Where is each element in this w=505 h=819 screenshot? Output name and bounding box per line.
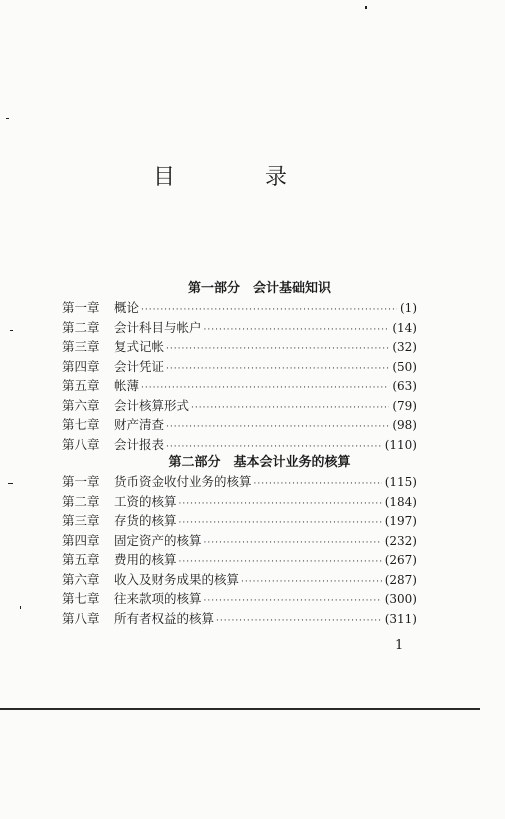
chapter-title: 会计科目与帐户 (114, 319, 202, 335)
chapter-number: 第七章 (62, 417, 100, 432)
dot-leader (216, 612, 382, 632)
dot-leader (241, 573, 382, 593)
toc-entry (62, 357, 417, 377)
page-reference: (311) (384, 611, 417, 626)
toc-entry (62, 570, 417, 590)
scan-speck (8, 483, 13, 484)
chapter-title: 货币资金收付业务的核算 (114, 474, 252, 489)
toc-entry (62, 337, 417, 357)
dot-leader (166, 360, 389, 380)
chapter-number: 第五章 (62, 552, 100, 567)
part-heading: 第一部分 会计基础知识 (187, 281, 331, 296)
dot-leader (166, 340, 389, 360)
dot-leader (166, 418, 389, 438)
chapter-title: 往来款项的核算 (114, 591, 202, 606)
scan-speck (20, 606, 21, 609)
dot-leader (204, 534, 382, 554)
part-heading: 第二部分 基本会计业务的核算 (168, 455, 351, 470)
chapter-title: 所有者权益的核算 (114, 610, 215, 626)
chapter-number: 第三章 (62, 339, 100, 354)
chapter-title: 工资的核算 (114, 493, 177, 509)
chapter-number: 第八章 (62, 436, 100, 452)
chapter-number: 第六章 (62, 397, 100, 413)
page-reference: (115) (384, 475, 417, 489)
chapter-number: 第七章 (62, 591, 100, 606)
chapter-number: 第一章 (62, 474, 100, 489)
toc-part (62, 280, 417, 454)
toc-entry (62, 472, 417, 492)
dot-leader (191, 399, 389, 419)
dot-leader (179, 514, 382, 534)
chapter-title: 概论 (114, 300, 140, 315)
chapter-number: 第二章 (62, 493, 100, 509)
chapter-number: 第五章 (62, 378, 100, 393)
toc-entry (62, 609, 417, 629)
chapter-title: 财产清查 (114, 417, 165, 432)
page-reference: (79) (392, 398, 417, 413)
toc-entry (62, 531, 417, 551)
page-reference: (14) (392, 320, 417, 335)
page-title: 目 录 (152, 165, 321, 190)
chapter-number: 第四章 (62, 358, 100, 374)
page-reference: (184) (384, 494, 417, 509)
page-reference: (63) (392, 379, 417, 393)
scan-speck (365, 6, 367, 9)
chapter-number: 第二章 (62, 319, 100, 335)
scan-speck (6, 118, 9, 119)
dot-leader (254, 475, 382, 495)
chapter-number: 第八章 (62, 610, 100, 626)
toc-entry (62, 376, 417, 396)
chapter-title: 帐薄 (114, 378, 140, 393)
chapter-title: 会计核算形式 (114, 397, 190, 413)
dot-leader (179, 495, 382, 515)
page-reference: (232) (384, 533, 417, 548)
page-reference: (32) (392, 340, 417, 354)
chapter-title: 会计凭证 (114, 358, 165, 374)
chapter-title: 会计报表 (114, 436, 165, 452)
dot-leader (204, 592, 382, 612)
toc-entry (62, 396, 417, 416)
toc-entry (62, 492, 417, 512)
bottom-rule (0, 708, 480, 710)
toc-entry (62, 298, 417, 318)
chapter-title: 存货的核算 (114, 513, 177, 528)
scan-speck (10, 330, 13, 331)
chapter-title: 复式记帐 (114, 339, 165, 354)
page-reference: (1) (400, 301, 417, 315)
page-reference: (50) (392, 359, 417, 374)
page-reference: (98) (392, 418, 417, 432)
toc-entry (62, 435, 417, 455)
page-reference: (287) (384, 572, 417, 587)
chapter-title: 费用的核算 (114, 552, 177, 567)
toc-part (62, 454, 417, 628)
chapter-number: 第三章 (62, 513, 100, 528)
toc-entry (62, 511, 417, 531)
toc-entry (62, 318, 417, 338)
page-reference: (267) (384, 553, 417, 567)
page-reference: (300) (384, 592, 417, 606)
chapter-title: 收入及财务成果的核算 (114, 571, 240, 587)
toc-entry (62, 415, 417, 435)
toc-entry (62, 589, 417, 609)
chapter-number: 第四章 (62, 532, 100, 548)
page-reference: (197) (384, 514, 417, 528)
page-number: 1 (395, 638, 404, 653)
dot-leader (204, 321, 390, 341)
toc-entry (62, 550, 417, 570)
chapter-number: 第六章 (62, 571, 100, 587)
chapter-title: 固定资产的核算 (114, 532, 202, 548)
page-reference: (110) (384, 437, 417, 452)
table-of-contents (62, 280, 417, 628)
chapter-number: 第一章 (62, 300, 100, 315)
